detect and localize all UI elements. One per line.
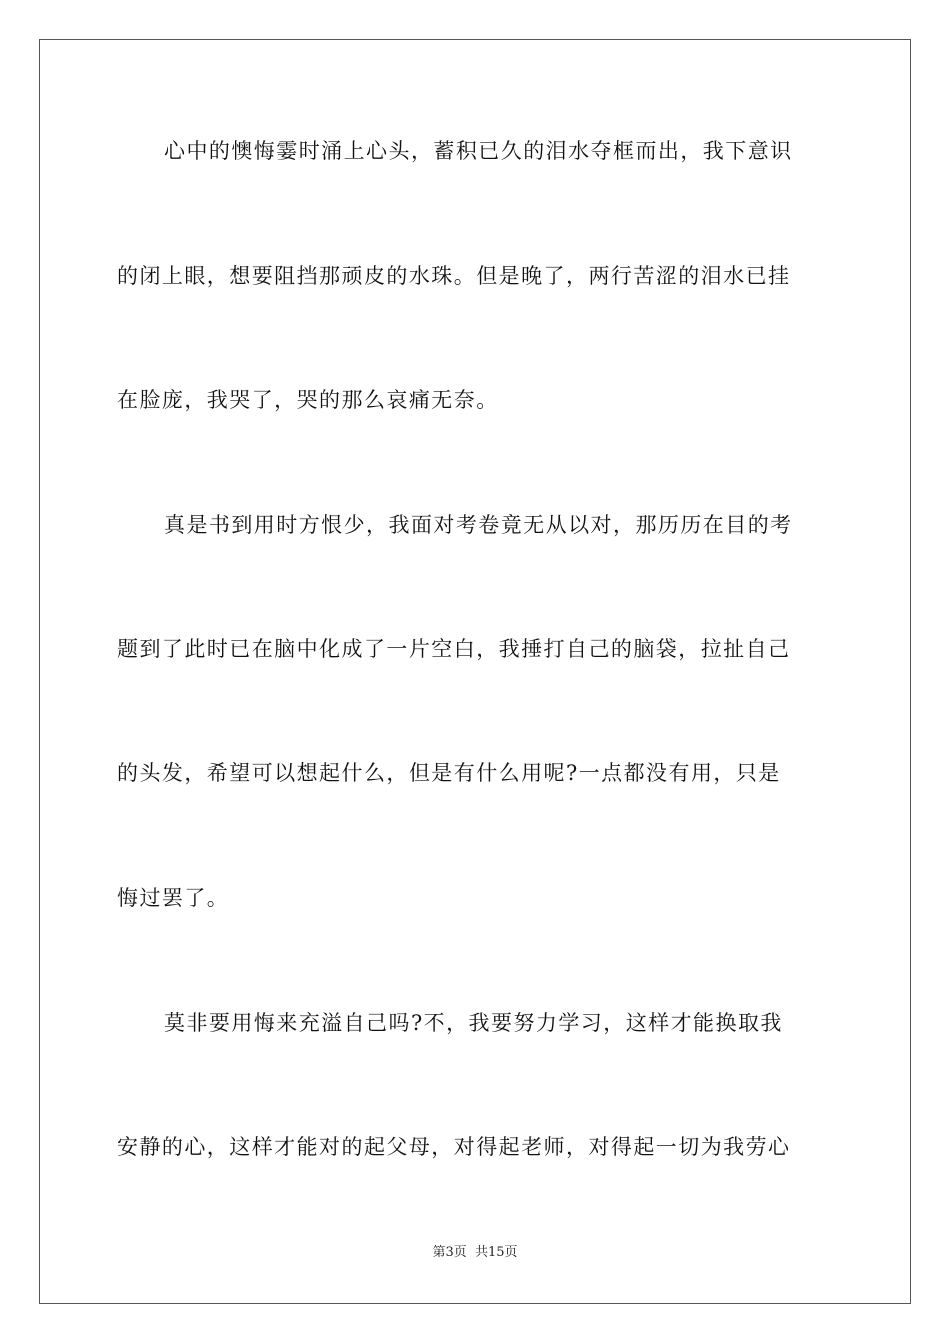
text-line: 的头发，希望可以想起什么，但是有什么用呢?一点都没有用，只是 xyxy=(117,761,781,785)
text-line: 心中的懊悔霎时涌上心头，蓄积已久的泪水夺框而出，我下意识 xyxy=(164,139,793,163)
page-number: 第3页 xyxy=(432,1245,467,1260)
page-total: 共15页 xyxy=(474,1245,518,1260)
page-border xyxy=(39,39,911,1304)
text-line: 安静的心，这样才能对的起父母，对得起老师，对得起一切为我劳心 xyxy=(117,1135,791,1159)
text-line: 真是书到用时方恨少，我面对考卷竟无从以对，那历历在目的考 xyxy=(164,513,793,537)
text-line: 莫非要用悔来充溢自己吗?不，我要努力学习，这样才能换取我 xyxy=(164,1011,783,1035)
text-line: 在脸庞，我哭了，哭的那么哀痛无奈。 xyxy=(117,388,499,412)
text-line: 的闭上眼，想要阻挡那顽皮的水珠。但是晚了，两行苦涩的泪水已挂 xyxy=(117,264,791,288)
text-line: 题到了此时已在脑中化成了一片空白，我捶打自己的脑袋，拉扯自己 xyxy=(117,637,791,661)
text-line: 悔过罢了。 xyxy=(117,886,230,910)
page-footer xyxy=(0,1244,950,1262)
